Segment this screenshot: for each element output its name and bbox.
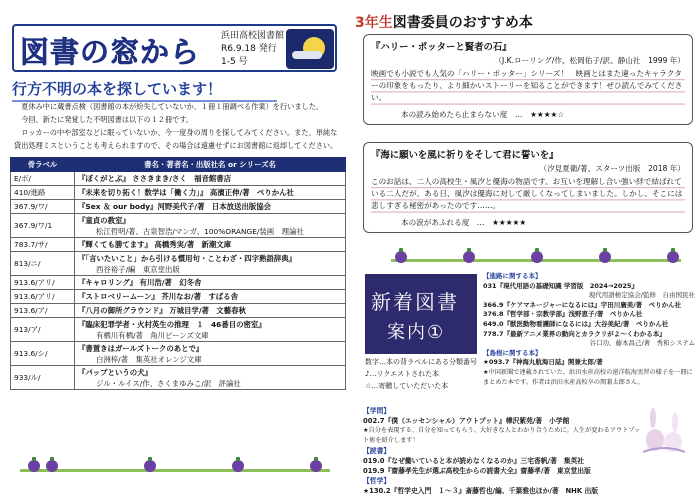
- book-info-cell: [75, 342, 346, 366]
- book-info-cell: [75, 200, 346, 214]
- book-entry: 778.7『最新アニメ業界の動向とカラクリがよ〜くわかる本』: [483, 329, 666, 338]
- rec-title: 『ハリー・ポッターと賢者の石』: [371, 42, 512, 53]
- issue-date: R6.9.18 発行: [221, 44, 277, 54]
- table-row: [11, 290, 346, 304]
- missing-books-heading: 行方不明の本を探しています！: [12, 78, 277, 102]
- grape-icon: [395, 251, 407, 263]
- intro-paragraph: ロッカーの中や部室などに眠っていないか、今一度身の周りを探してみてください。また、単純な貸出処理ミスということも考えられますので、その場合は遠慮せずにお図書館に返却してください。: [14, 128, 338, 150]
- book-title: 『輝くても勝てます』 高橋秀実/著 新潮文庫: [78, 240, 232, 249]
- bottom-book-list: [363, 406, 643, 496]
- masthead: [12, 24, 337, 72]
- masthead-info: [221, 30, 284, 69]
- category-heading: 【進路に関する本】: [483, 272, 542, 280]
- rec-author: （J.K.ローリング/作、松岡佑子/訳、静山社 1999 年）: [494, 56, 685, 65]
- spine-label-cell: 367.9/ワ/: [11, 200, 75, 214]
- spine-label-cell: E/ボ/: [11, 172, 75, 186]
- book-entry: 019.0『なぜ働いていると本が読めなくなるのか』三宅香帆/著 集英社: [363, 457, 585, 465]
- intro-paragraph: 今回、新たに発覚した不明図書は以下の１２冊です。: [21, 115, 194, 124]
- book-title: 『ストロベリームーン』 芥川なお/著 すばる舎: [78, 292, 238, 301]
- book-author-publisher: 松江哲明/著、古泉智浩/マンガ、100%ORANGE/装画 理論社: [96, 226, 304, 236]
- book-entry: 366.9『ケアマネージャーになるには』宇田川廣美/著 ぺりかん社: [483, 300, 682, 309]
- table-row: [11, 366, 346, 390]
- legend-item: 数字…本の背ラベルにある分類番号: [365, 358, 477, 366]
- book-title: 『臨床犯罪学者・火村英生の推理 １ 46番目の密室』: [78, 319, 266, 329]
- book-info-cell: [75, 318, 346, 342]
- book-title: 『童貞の教室』: [78, 215, 130, 225]
- table-row: [11, 238, 346, 252]
- table-row: [11, 172, 346, 186]
- new-books-banner: [365, 274, 477, 354]
- rec-author: （汐見夏衛/著、スターツ出版 2018 年）: [539, 164, 685, 173]
- book-info-cell: [75, 366, 346, 390]
- book-note: ★自分を表現する、自分を知ってもらう、大好きな人とわかり合うために。人生が変わるアウトプット術を紹介します！: [363, 427, 641, 444]
- category-heading: 【島根に関する本】: [483, 348, 542, 357]
- book-title: 『「言いたいこと」から引ける慣用句・ことわざ・四字熟語辞典』: [78, 253, 297, 263]
- banner-line1: 新着図書: [371, 290, 459, 314]
- col-header-title: 書名・著者名・出版社名 or シリーズ名: [75, 158, 346, 172]
- rabbit-illustration-icon: [641, 404, 687, 454]
- book-info-cell: [75, 304, 346, 318]
- intro-paragraph: 夏休み中に蔵書点検（図書館の本が紛失していないか、１冊１冊調べる作業）を行いました。: [21, 102, 324, 111]
- table-row: [11, 342, 346, 366]
- table-row: [11, 214, 346, 238]
- book-title: 『八月の御所グラウンド』 万城目学/著 文藝春秋: [78, 306, 246, 315]
- book-info-cell: [75, 290, 346, 304]
- spine-label-cell: 933/ル/: [11, 366, 75, 390]
- book-note: ★中国新聞で連載されていた、浜田水産高校の遠洋航海実習の様子を一冊にまとめた本です。作者は浜田水産高校卒の関兼太郎さん。: [483, 368, 693, 386]
- list-item: [483, 301, 695, 311]
- recommendation-2: [363, 142, 693, 233]
- spine-label-cell: 913.6/ア/: [11, 304, 75, 318]
- legend-item: ♪…リクエストされた本: [365, 370, 440, 378]
- book-entry: 002.7『僕（エッセンシャル）アウトプット』樺沢紫苑/著 小学館: [363, 417, 570, 425]
- recommend-heading: [355, 12, 533, 32]
- spine-label-cell: 783.7/サ/: [11, 238, 75, 252]
- legend-item: ☆…寄贈していただいた本: [365, 382, 449, 390]
- table-row: [11, 252, 346, 276]
- moon-illustration-icon: [286, 29, 334, 69]
- issue-number: 1-5 号: [221, 57, 248, 67]
- school-name: 浜田高校図書館: [221, 31, 285, 41]
- book-entry: 031『現代用語の基礎知識 学習版 2024→2025』: [483, 281, 638, 290]
- grape-decoration: [28, 460, 322, 476]
- left-column: [4, 4, 349, 486]
- new-books-list: [483, 272, 695, 387]
- category-heading: 【哲学】: [363, 477, 391, 485]
- grape-icon: [232, 460, 244, 472]
- book-title: 『パップというの犬』: [78, 367, 152, 377]
- grape-icon: [463, 251, 475, 263]
- right-column: [355, 4, 695, 495]
- book-info-cell: [75, 172, 346, 186]
- book-info-cell: [75, 252, 346, 276]
- book-info-cell: [75, 214, 346, 238]
- list-item: [483, 358, 695, 368]
- book-entry: 649.0『獣医動物看護師になるには』大谷美紀/著 ぺりかん社: [483, 319, 669, 328]
- grape-icon: [310, 460, 322, 472]
- grape-icon: [599, 251, 611, 263]
- spine-label-cell: 813/ニ/: [11, 252, 75, 276]
- table-row: [11, 200, 346, 214]
- book-entry: ★093.7『神海丸航海日誌』関兼太郎/著: [483, 358, 603, 367]
- grape-decoration: [395, 251, 679, 267]
- grape-icon: [667, 251, 679, 263]
- rec-body: このお話は、二人の高校生・風汐と優海の物語です。お互いを理解し合い強い絆で結ばれている二人だが、ある日、風汐は優海に対して厳しくなってしまいました。しかし、そこには悲しすぎる秘密があったのです……。: [371, 176, 685, 213]
- table-row: [11, 186, 346, 200]
- book-title: 『キャロリング』 有川浩/著 幻冬舎: [78, 278, 202, 287]
- book-info-cell: [75, 186, 346, 200]
- spine-label-cell: 913.6/アリ/: [11, 276, 75, 290]
- book-title: 『未来を切り拓く！数学は「働く力」』 高濱正伸/著 ぺりかん社: [78, 188, 294, 197]
- category-heading: 【学問】: [363, 407, 391, 415]
- book-title: 『ぼくがとぶ』 ささきまき/さく 福音館書店: [78, 174, 232, 183]
- rec-body: 映画でも小説でも人気の「ハリー・ポッター」シリーズ！ 映画とはまた違ったキャラクターの印象をもったり、より細かいストーリーを知ることができます！ぜひ読んでみてください。: [371, 68, 685, 105]
- spine-label-cell: 913.6/アリ/: [11, 290, 75, 304]
- rec-rating: 本の読み始めたら止まらない度 … ★★★★☆: [401, 109, 565, 119]
- book-title: 『Sex ＆ our body』河野美代子/著 日本放送出版協会: [78, 202, 272, 211]
- rec-rating: 本の涙があふれる度 … ★★★★★: [401, 217, 527, 227]
- table-row: [11, 304, 346, 318]
- spine-label-cell: 367.9/ワ/1: [11, 214, 75, 238]
- spine-label-cell: 913.6/シ/: [11, 342, 75, 366]
- book-author-publisher: 白洲梓/著 集英社オレンジ文庫: [96, 354, 202, 364]
- book-entry: 019.9『齋藤孝先生が選ぶ高校生からの読書大全』齋藤孝/著 東京堂出版: [363, 467, 591, 475]
- heading-prefix: 3年生: [355, 15, 393, 31]
- book-info-cell: [75, 238, 346, 252]
- grape-icon: [46, 460, 58, 472]
- newsletter-title: 図書の窓から: [20, 35, 201, 69]
- category-heading: 【読書】: [363, 447, 391, 455]
- book-publisher: 谷口功、藤本昌己/著 秀和システム: [589, 339, 695, 348]
- book-title: 『書置きはガールズトークのあとで』: [78, 343, 204, 353]
- intro-text: [14, 100, 344, 152]
- book-author-publisher: ジル・ルイス/作、さくまゆみこ/訳 評論社: [96, 378, 241, 388]
- spine-label-cell: 410/進路: [11, 186, 75, 200]
- book-info-cell: [75, 276, 346, 290]
- heading-rest: 図書委員のおすすめ本: [392, 15, 533, 31]
- grape-icon: [28, 460, 40, 472]
- recommendation-1: [363, 34, 693, 125]
- table-row: [11, 276, 346, 290]
- col-header-label: 骨ラベル: [11, 158, 75, 172]
- table-row: [11, 318, 346, 342]
- banner-line2: 案内①: [387, 322, 446, 343]
- list-item: [483, 282, 695, 301]
- grape-icon: [144, 460, 156, 472]
- book-author-publisher: 有栖川有栖/著 角川ビーンズ文庫: [96, 330, 209, 340]
- book-entry: ★130.2『哲学史入門 １〜３』斎藤哲也/編、千葉雅也ほか/著 NHK 出版: [363, 487, 599, 495]
- rec-title: 『海に願いを風に祈りをそして君に誓いを』: [371, 150, 559, 161]
- legend: [365, 356, 477, 392]
- list-item: [483, 310, 695, 320]
- book-author-publisher: 西谷裕子/編 東京堂出版: [96, 264, 180, 274]
- missing-books-table: [10, 157, 346, 390]
- spine-label-cell: 913/ア/: [11, 318, 75, 342]
- book-entry: 376.8『哲学部・宗教学部』浅野恵子/著 ぺりかん社: [483, 310, 643, 319]
- grape-icon: [531, 251, 543, 263]
- list-item: [483, 330, 695, 349]
- list-item: [483, 320, 695, 330]
- book-publisher: 現代用語検定協会/監修 自由国民社: [588, 291, 695, 300]
